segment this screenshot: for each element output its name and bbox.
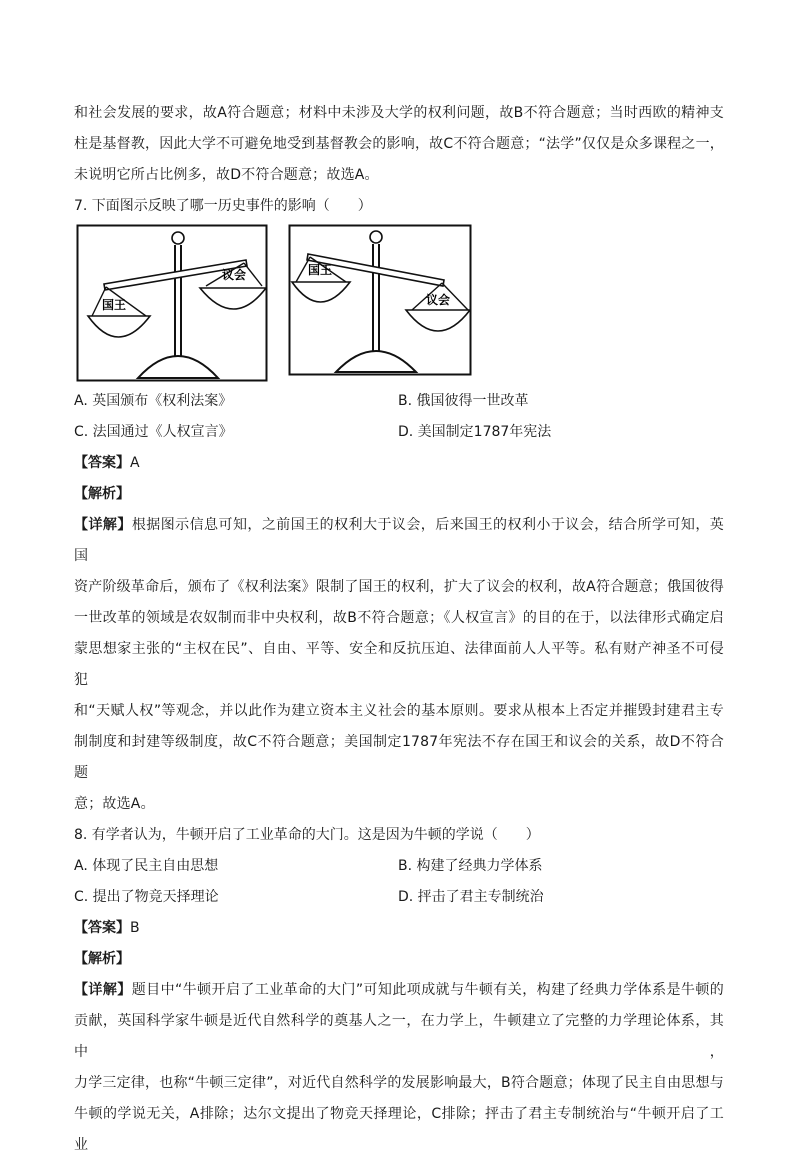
detail-line: 蒙思想家主张的“主权在民”、自由、平等、安全和反抗压迫、法律面前人人平等。私有财产神圣不可侵犯 [74, 641, 724, 688]
q7-option-b: B. 俄国彼得一世改革 [398, 393, 529, 409]
document-page [74, 98, 724, 1161]
q7-option-a: A. 英国颁布《权利法案》 [74, 393, 233, 409]
q8-option-c: C. 提出了物竞天择理论 [74, 889, 219, 905]
question-8-stem: 8. 有学者认为，牛顿开启了工业革命的大门。这是因为牛顿的学说（ ） [74, 827, 540, 843]
detail-line: 意；故选A。 [74, 796, 155, 812]
detail-tag: 【详解】 [74, 982, 132, 998]
detail-line: 牛顿的学说无关，A排除；达尔文提出了物竞天择理论，C排除；抨击了君主专制统治与“牛顿开启了工业 [74, 1106, 724, 1153]
detail-line: 一世改革的领域是农奴制而非中央权利，故B不符合题意；《人权宣言》的目的在于，以法律形式确定启 [74, 610, 724, 626]
q8-option-d: D. 抨击了君主专制统治 [398, 889, 544, 905]
scale-label-parliament: 议会 [221, 268, 247, 282]
scale-king-heavy-image [76, 224, 268, 382]
q7-answer [74, 448, 724, 479]
question-7-options-row [74, 386, 724, 417]
detail-tag: 【详解】 [74, 517, 132, 533]
q8-answer [74, 913, 724, 944]
detail-line: 【详解】题目中“牛顿开启了工业革命的大门”可知此项成就与牛顿有关，构建了经典力学体系是牛顿的 [74, 982, 724, 998]
question-8-options-row [74, 882, 724, 913]
intro-line: 未说明它所占比例多，故D不符合题意；故选A。 [74, 167, 379, 183]
scale-label-king: 国王 [101, 298, 127, 312]
detail-line: 【详解】根据图示信息可知，之前国王的权利大于议会，后来国王的权利小于议会，结合所学可知，英国 [74, 517, 724, 564]
answer-tag: 【答案】 [74, 455, 130, 471]
q8-detail-paragraph [74, 975, 724, 1161]
intro-line: 和社会发展的要求，故A符合题意；材料中未涉及大学的权利问题，故B不符合题意；当时西欧的精神支 [74, 105, 724, 121]
question-8-options-row [74, 851, 724, 882]
analysis-tag: 【解析】 [74, 951, 130, 967]
q7-option-c: C. 法国通过《人权宣言》 [74, 424, 233, 440]
scale-label-parliament: 议会 [425, 293, 451, 307]
q7-detail-paragraph [74, 510, 724, 820]
scale-label-king: 国王 [307, 263, 333, 277]
intro-paragraph [74, 98, 724, 191]
scale-parliament-heavy-image [288, 224, 472, 376]
intro-line: 柱是基督教，因此大学不可避免地受到基督教会的影响，故C不符合题意；“法学”仅仅是众多课程之一， [74, 136, 724, 152]
balance-scale-figure [74, 224, 724, 384]
detail-line: 贡献，英国科学家牛顿是近代自然科学的奠基人之一，在力学上，牛顿建立了完整的力学理论体系，其中， [74, 1013, 724, 1060]
q7-analysis-heading [74, 479, 724, 510]
answer-tag: 【答案】 [74, 920, 130, 936]
q8-analysis-heading [74, 944, 724, 975]
q8-option-a: A. 体现了民主自由思想 [74, 858, 219, 874]
question-7-options-row [74, 417, 724, 448]
question-7-stem: 7. 下面图示反映了哪一历史事件的影响（ ） [74, 198, 372, 214]
detail-line: 制制度和封建等级制度，故C不符合题意；美国制定1787年宪法不存在国王和议会的关系，故D不符合题 [74, 734, 724, 781]
detail-line: 力学三定律，也称“牛顿三定律”，对近代自然科学的发展影响最大，B符合题意；体现了民主自由思想与 [74, 1075, 724, 1091]
detail-line: 和“天赋人权”等观念，并以此作为建立资本主义社会的基本原则。要求从根本上否定并摧毁封建君主专 [74, 703, 724, 719]
analysis-tag: 【解析】 [74, 486, 130, 502]
answer-value: A [130, 455, 140, 471]
q7-option-d: D. 美国制定1787年宪法 [398, 424, 552, 440]
q8-option-b: B. 构建了经典力学体系 [398, 858, 543, 874]
detail-line: 资产阶级革命后，颁布了《权利法案》限制了国王的权利，扩大了议会的权利，故A符合题意；俄国彼得 [74, 579, 724, 595]
answer-value: B [130, 920, 140, 936]
